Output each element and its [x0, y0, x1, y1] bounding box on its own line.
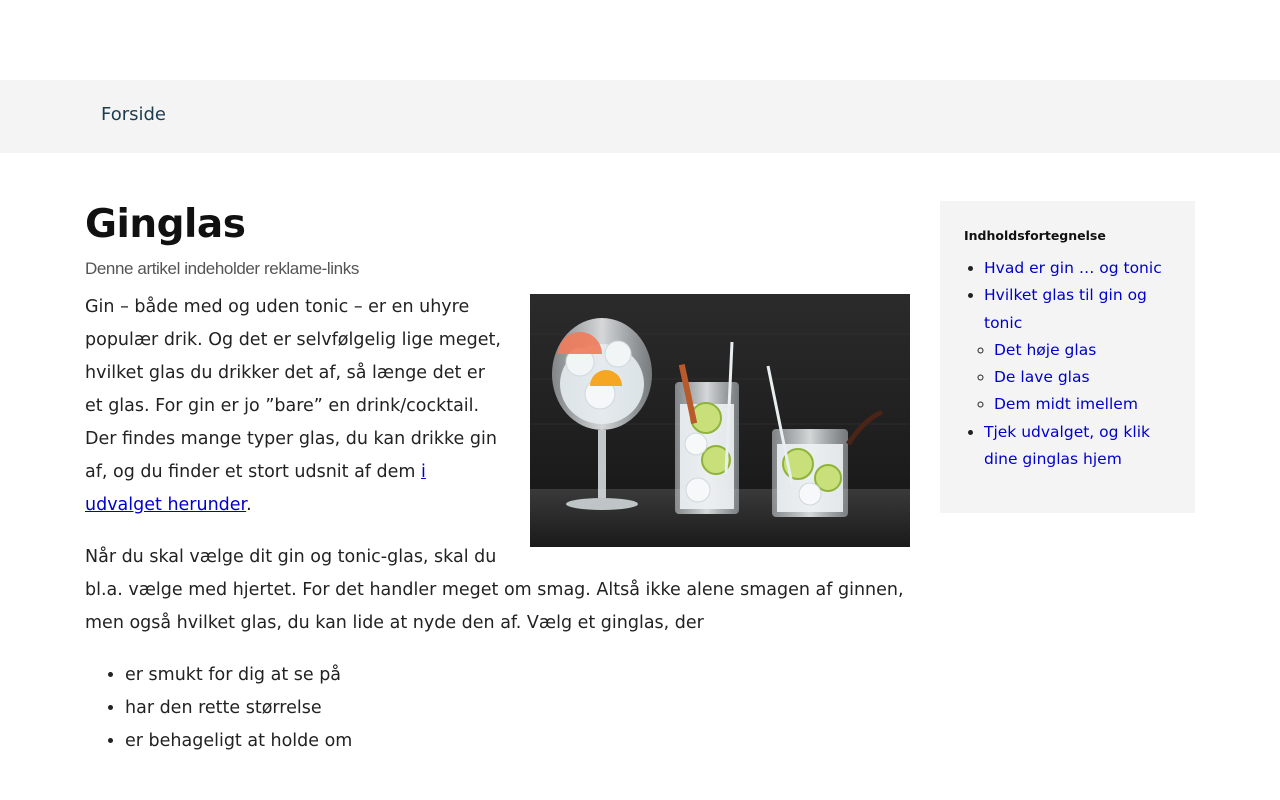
- nav-home-link[interactable]: Forside: [101, 104, 167, 125]
- toc-subitem: [994, 337, 1177, 364]
- toc-item: [984, 419, 1177, 474]
- toc-link-tall-glass[interactable]: Det høje glas: [994, 340, 1097, 359]
- toc-link-low-glass[interactable]: De lave glas: [994, 368, 1090, 387]
- product-selection-link[interactable]: i udvalget herunder: [85, 462, 426, 515]
- article: [85, 201, 910, 758]
- page-title: Ginglas: [85, 202, 246, 247]
- toc-link-in-between[interactable]: Dem midt imellem: [994, 395, 1138, 414]
- toc-subitem: [994, 391, 1177, 418]
- toc-link-which-glass[interactable]: Hvilket glas til gin og tonic: [984, 286, 1147, 332]
- list-item: • er behageligt at holde om: [125, 725, 910, 758]
- table-of-contents: [940, 201, 1195, 513]
- toc-link-what-is-gin[interactable]: Hvad er gin … og tonic: [984, 259, 1162, 277]
- intro-text: Gin – både med og uden tonic – er en uhyre populær drik. Og det er selvfølgelig lige meget, hvilket glas du drikker det af, så længe det er et glas. For gin er jo ”bare” en drink/cocktail. Der findes mange typer glas, du kan drikke gin af, og du finder et stort udsnit af dem: [85, 297, 501, 482]
- main-navigation: [0, 80, 1280, 153]
- site-header: [0, 0, 1280, 80]
- toc-subitem: [994, 364, 1177, 391]
- intro-end: .: [246, 495, 252, 515]
- list-item: • har den rette størrelse: [125, 692, 910, 725]
- toc-item: [984, 255, 1177, 282]
- gin-glasses-photo: [530, 294, 910, 547]
- list-item: • er smukt for dig at se på: [125, 659, 910, 692]
- toc-item: [984, 282, 1177, 418]
- feature-list: [85, 659, 910, 758]
- ad-notice: Denne artikel indeholder reklame-links: [85, 259, 359, 278]
- toc-link-check-selection[interactable]: Tjek udvalget, og klik dine ginglas hjem: [984, 422, 1150, 469]
- selection-paragraph: Når du skal vælge dit gin og tonic-glas, skal du bl.a. vælge med hjertet. For det handler meget om smag. Altså ikke alene smagen af ginnen, men også hvilket glas, du kan lide at nyde den af. Vælg et ginglas, der: [85, 547, 904, 633]
- toc-title: Indholdsfortegnelse: [964, 228, 1106, 243]
- toc-list: [964, 255, 1177, 473]
- toc-sublist: [984, 337, 1177, 419]
